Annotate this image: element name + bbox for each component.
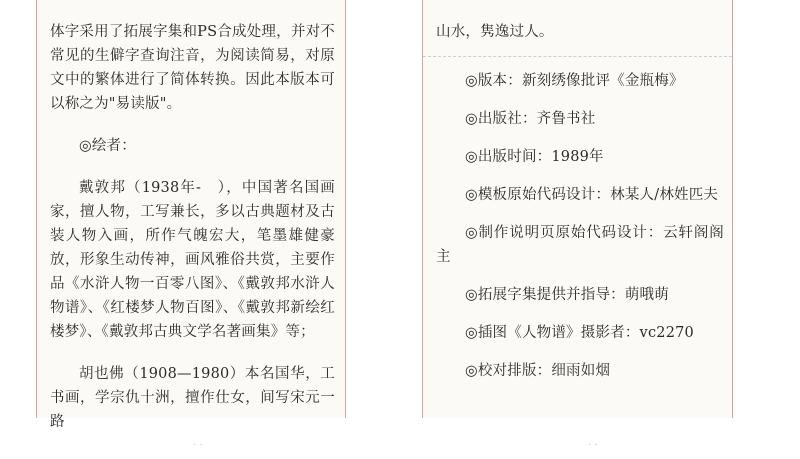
paragraph-intro: 体字采用了拓展字集和PS合成处理，并对不常见的生僻字查询注音，为阅读简易，对原文中的繁体进行了简体转换。因此本版本可以称之为"易读版"。 xyxy=(50,24,335,112)
right-page-footer-mark: · · xyxy=(588,440,598,451)
paragraph-dai-dunbang: 戴敦邦（1938年- ），中国著名国画家，擅人物，工写兼长，多以古典题材及古装人物入画，所作气魄宏大，笔墨雄健豪放，形象生动传神，画风雅俗共赏，主要作品《水浒人物一百零八图》、《戴敦邦水浒人物谱》、《红楼梦人物百图》、《戴敦邦新绘红楼梦》、《戴敦邦古典文学名著画集》等； xyxy=(50,180,335,340)
left-page-content xyxy=(37,0,345,452)
section-heading-illustrators: ◎绘者： xyxy=(79,138,136,154)
section-divider xyxy=(423,56,732,57)
meta-charset-guide: ◎拓展字集提供并指导：萌哦萌 xyxy=(465,287,669,303)
paragraph-continuation: 山水，隽逸过人。 xyxy=(436,24,554,40)
meta-publisher: ◎出版社：齐鲁书社 xyxy=(465,111,596,127)
meta-page-code-design: ◎制作说明页原始代码设计：云轩阁阁主 xyxy=(436,225,724,265)
right-page xyxy=(422,0,733,418)
left-page-footer-mark: · · xyxy=(193,440,203,451)
meta-edition: ◎版本：新刻绣像批评《金瓶梅》 xyxy=(465,73,684,89)
meta-proofreading: ◎校对排版：细雨如烟 xyxy=(465,363,611,379)
paragraph-hu-yefo: 胡也佛（1908—1980）本名国华，工书画，学宗仇十洲，擅作仕女，间写宋元一路 xyxy=(50,366,335,430)
left-page xyxy=(36,0,346,430)
right-page-content xyxy=(423,0,732,383)
meta-photographer: ◎插图《人物谱》摄影者：vc2270 xyxy=(465,325,694,341)
meta-publish-date: ◎出版时间：1989年 xyxy=(465,149,604,165)
meta-template-design: ◎模板原始代码设计：林某人/林姓匹夫 xyxy=(465,187,719,203)
